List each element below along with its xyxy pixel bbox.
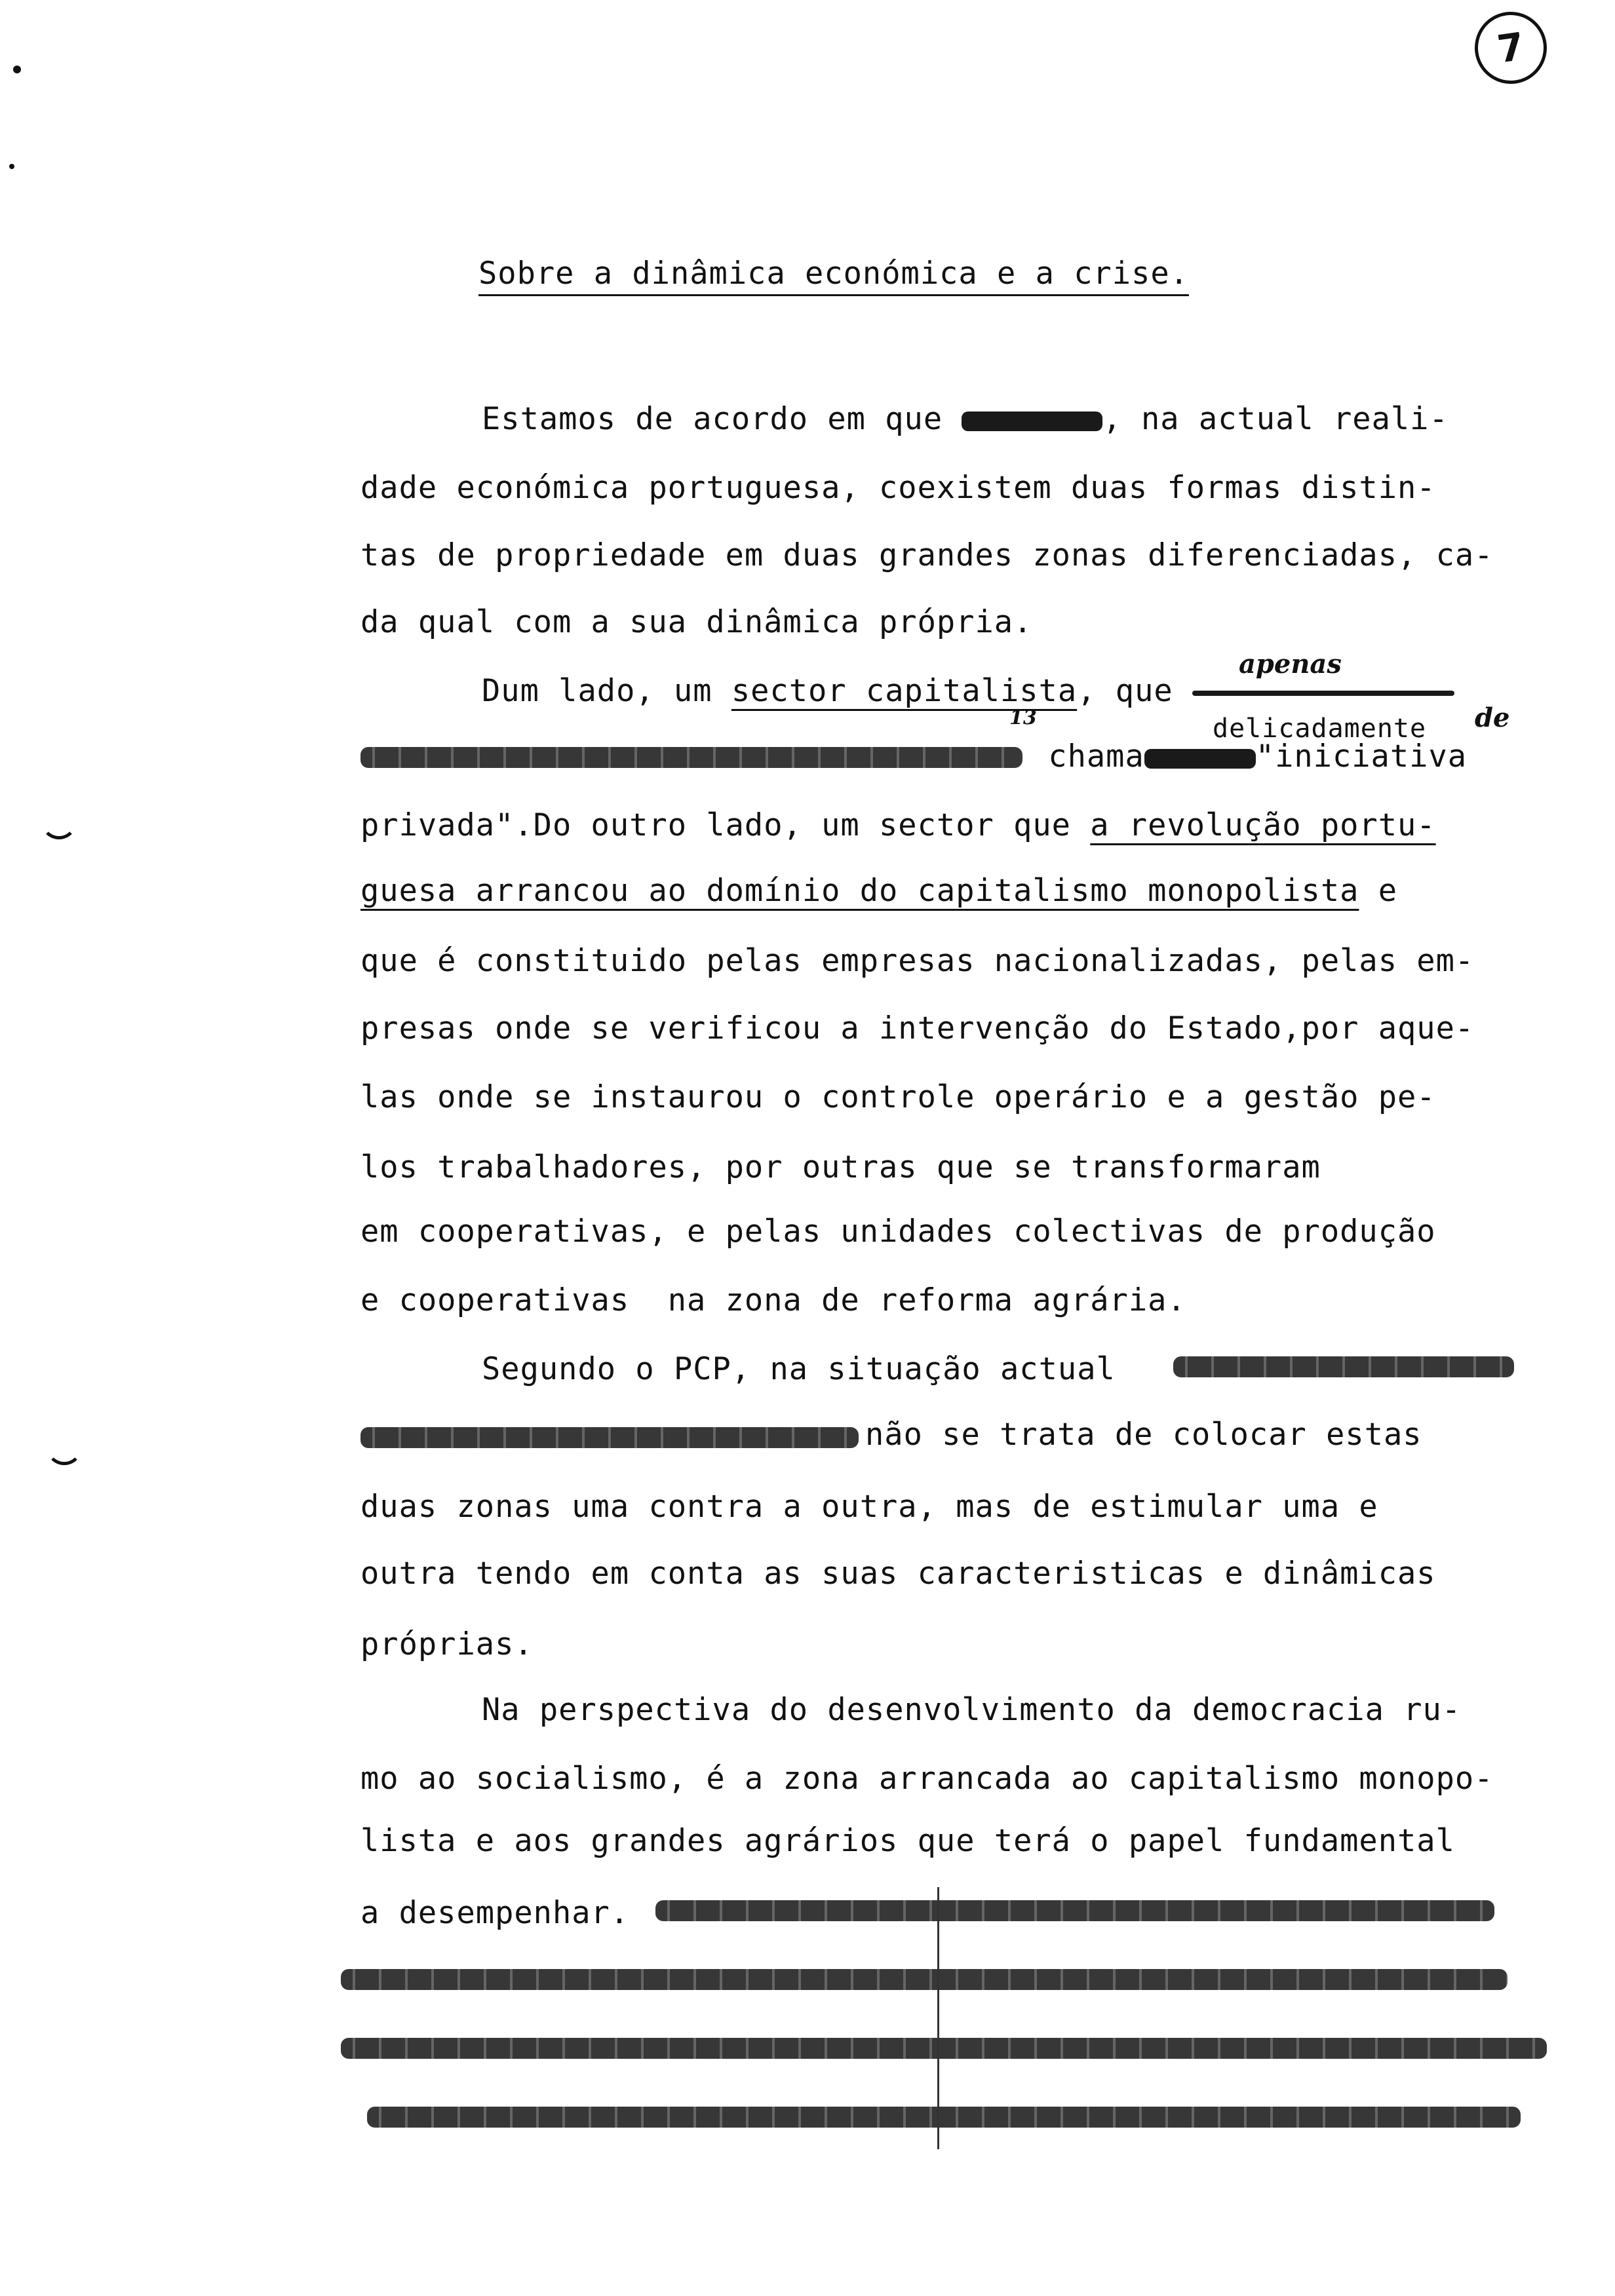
paragraph-line: Na perspectiva do desenvolvimento da democracia ru- (482, 1692, 1462, 1728)
paragraph-line: las onde se instaurou o controle operário e a gestão pe- (360, 1079, 1436, 1115)
paragraph-line: presas onde se verificou a intervenção do Estado,por aque- (360, 1010, 1475, 1046)
paragraph-line: lista e aos grandes agrários que terá o papel fundamental (360, 1823, 1455, 1859)
struck-word (1144, 749, 1256, 769)
text-fragment: Dum lado, um (482, 673, 731, 709)
paragraph-line: e cooperativas na zona de reforma agrária. (360, 1282, 1186, 1318)
paragraph-line (360, 871, 1397, 911)
paragraph-line: duas zonas uma contra a outra, mas de estimular uma e (360, 1489, 1378, 1525)
paragraph-line (360, 806, 1436, 845)
text-fragment: Estamos de acordo em que (482, 401, 962, 437)
text-fragment: privada".Do outro lado, um sector que (360, 807, 1091, 843)
redaction-bar (360, 1427, 859, 1448)
paragraph-line: não se trata de colocar estas (865, 1417, 1422, 1453)
margin-dot (9, 164, 14, 169)
redaction-bar (341, 1969, 1508, 1990)
underlined-text: sector capitalista (731, 673, 1078, 709)
handwritten-annotation: de (1475, 702, 1510, 733)
text-fragment: , que (1077, 673, 1192, 709)
paragraph-line: que é constituido pelas empresas nacionalizadas, pelas em- (360, 943, 1475, 979)
fold-line (937, 1887, 939, 2149)
underlined-text: guesa arrancou ao domínio do capitalismo monopolista (360, 873, 1359, 909)
redaction-bar (655, 1900, 1494, 1921)
struck-word (962, 411, 1102, 431)
margin-dot (13, 66, 21, 73)
redaction-bar (1173, 1356, 1514, 1377)
page-title: Sobre a dinâmica económica e a crise. (478, 256, 1189, 292)
text-fragment: "iniciativa (1255, 738, 1468, 775)
handwritten-annotation: 13 (1009, 706, 1037, 729)
paragraph-line: Segundo o PCP, na situação actual (482, 1351, 1116, 1387)
paragraph-line: mo ao socialismo, é a zona arrancada ao capitalismo monopo- (360, 1761, 1494, 1797)
paragraph-line: outra tendo em conta as suas caracteristicas e dinâmicas (360, 1556, 1436, 1592)
underlined-text: a revolução portu- (1090, 807, 1436, 843)
paragraph-line: los trabalhadores, por outras que se transformaram (360, 1149, 1321, 1185)
struck-word (1192, 691, 1454, 696)
paragraph-line: dade económica portuguesa, coexistem duas formas distin- (360, 470, 1436, 506)
paragraph-line (1029, 737, 1467, 776)
punch-mark (46, 1445, 83, 1465)
punch-mark (41, 819, 77, 839)
paragraph-line: da qual com a sua dinâmica própria. (360, 604, 1033, 640)
paragraph-line: próprias. (360, 1626, 534, 1662)
handwritten-annotation: delicadamente (1213, 714, 1427, 744)
text-fragment: chama (1029, 738, 1144, 775)
redaction-bar (341, 2038, 1547, 2059)
paragraph-line: em cooperativas, e pelas unidades colectivas de produção (360, 1214, 1436, 1250)
text-fragment: , na actual reali- (1102, 401, 1449, 437)
handwritten-annotation: apenas (1239, 649, 1342, 679)
redaction-bar (360, 747, 1022, 768)
text-fragment: e (1359, 873, 1398, 909)
page-number: 7 (1470, 7, 1551, 88)
paragraph-line (482, 400, 1449, 439)
paragraph-line: a desempenhar. (360, 1895, 630, 1931)
redaction-bar (367, 2107, 1521, 2128)
paragraph-line: tas de propriedade em duas grandes zonas diferenciadas, ca- (360, 537, 1494, 573)
paragraph-line (482, 672, 1454, 711)
